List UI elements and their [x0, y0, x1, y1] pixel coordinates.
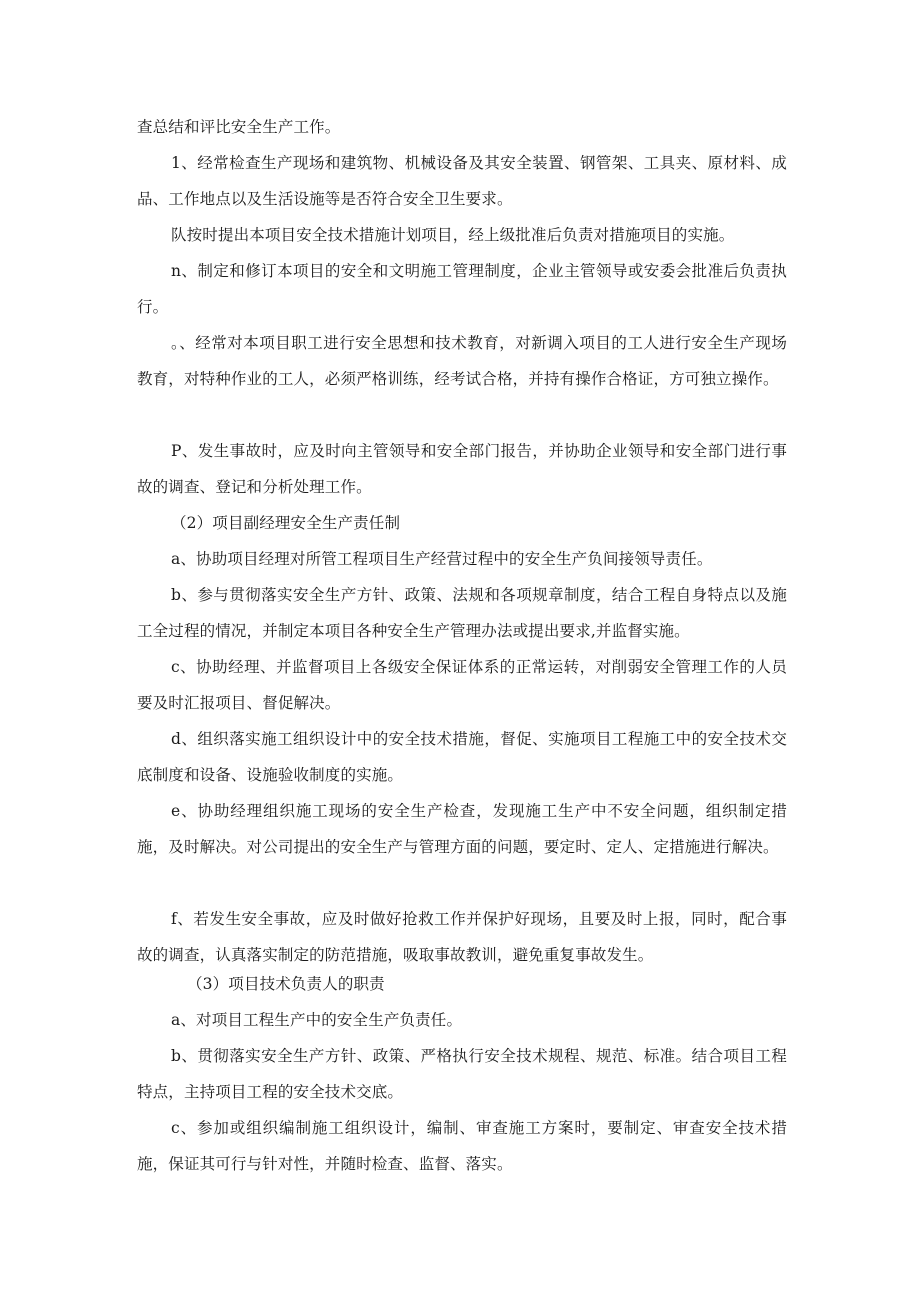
paragraph-item-plan: 队按时提出本项目安全技术措施计划项目，经上级批准后负责对措施项目的实施。	[171, 226, 735, 244]
paragraph-item-c: c、协助经理、并监督项目上各级安全保证体系的正常运转，对削弱安全管理工作的人员要及时汇报项目、督促解决。	[137, 658, 787, 712]
paragraph-item-1: 1、经常检查生产现场和建筑物、机械设备及其安全装置、钢管架、工具夹、原材料、成品、工作地点以及生活设施等是否符合安全卫生要求。	[137, 154, 787, 208]
paragraph-item-a-2: a、对项目工程生产中的安全生产负责任。	[171, 1011, 463, 1029]
paragraph-item-n: n、制定和修订本项目的安全和文明施工管理制度，企业主管领导或安委会批准后负责执行。	[137, 262, 787, 316]
section-heading-deputy-manager: （2）项目副经理安全生产责任制	[171, 514, 401, 532]
paragraph-item-c-2: c、参加或组织编制施工组织设计，编制、审查施工方案时，要制定、审查安全技术措施，保证其可行与针对性，并随时检查、监督、落实。	[137, 1119, 787, 1173]
paragraph-item-f: f、若发生安全事故，应及时做好抢救工作并保护好现场，且要及时上报，同时，配合事故的调查，认真落实制定的防范措施，吸取事故教训，避免重复事故发生。	[137, 910, 787, 964]
paragraph-item-b: b、参与贯彻落实安全生产方针、政策、法规和各项规章制度，结合工程自身特点以及施工全过程的情况，并制定本项目各种安全生产管理办法或提出要求,并监督实施。	[137, 586, 787, 640]
paragraph-item-e: e、协助经理组织施工现场的安全生产检查，发现施工生产中不安全问题，组织制定措施，及时解决。对公司提出的安全生产与管理方面的问题，要定时、定人、定措施进行解决。	[137, 802, 787, 856]
paragraph-continuation: 查总结和评比安全生产工作。	[137, 118, 341, 136]
section-heading-technical-lead: （3）项目技术负责人的职责	[187, 975, 385, 993]
paragraph-item-p: P、发生事故时，应及时向主管领导和安全部门报告，并协助企业领导和安全部门进行事故的调查、登记和分析处理工作。	[137, 442, 787, 496]
paragraph-item-d: d、组织落实施工组织设计中的安全技术措施，督促、实施项目工程施工中的安全技术交底制度和设备、设施验收制度的实施。	[137, 730, 787, 784]
paragraph-item-b-2: b、贯彻落实安全生产方针、政策、严格执行安全技术规程、规范、标准。结合项目工程特点，主持项目工程的安全技术交底。	[137, 1047, 787, 1101]
paragraph-item-a: a、协助项目经理对所管工程项目生产经营过程中的安全生产负间接领导责任。	[171, 550, 713, 568]
paragraph-item-education: 。、经常对本项目职工进行安全思想和技术教育，对新调入项目的工人进行安全生产现场教育，对特种作业的工人，必须严格训练，经考试合格，并持有操作合格证，方可独立操作。	[137, 334, 787, 388]
